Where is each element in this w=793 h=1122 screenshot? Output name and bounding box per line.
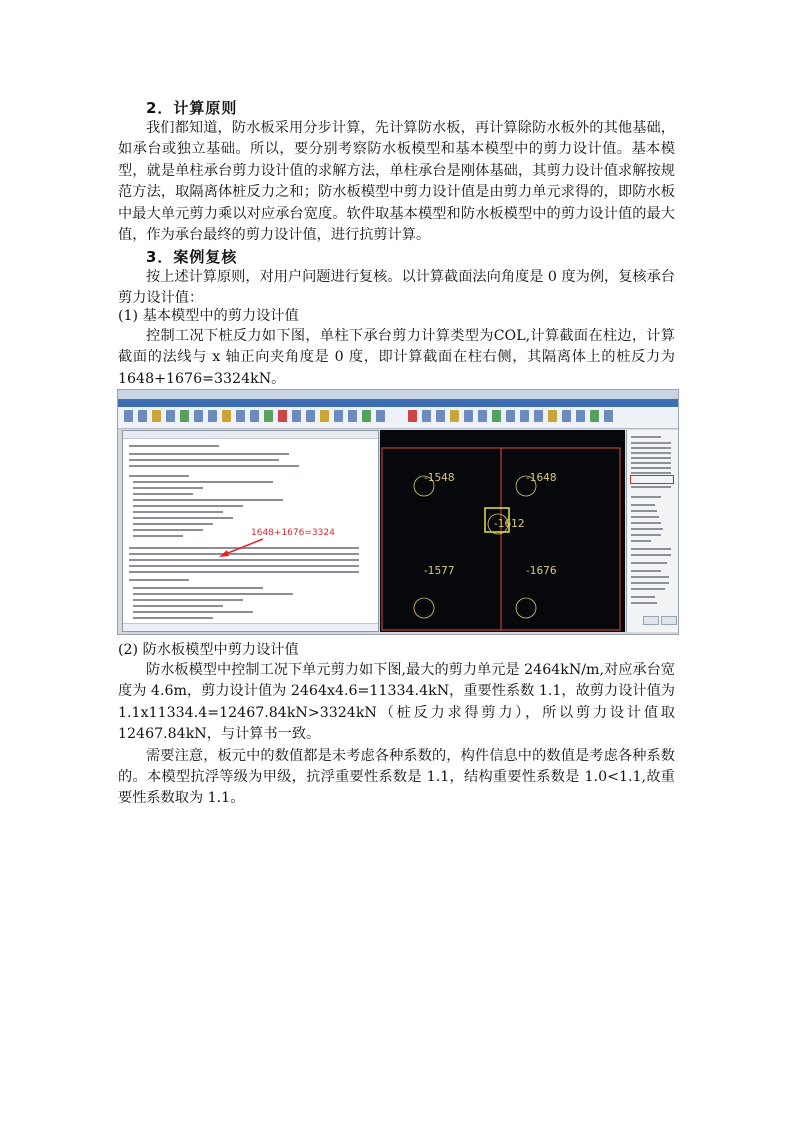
subsection-1-text: 控制工况下桩反力如下图，单柱下承台剪力计算类型为COL,计算截面在柱边，计算截面的法线与 x 轴正向夹角度是 0 度，即计算截面在柱右侧，其隔离体上的桩反力为 1648+1676=3324kN。 — [118, 328, 675, 387]
panel-line — [631, 486, 671, 488]
panel-line — [631, 452, 671, 454]
pile-reaction-label: -1577 — [424, 565, 455, 577]
toolbar-icon — [478, 410, 487, 422]
subsection-2-paragraph — [118, 660, 675, 810]
toolbar-icon — [562, 410, 571, 422]
settings-panel — [626, 430, 679, 632]
toolbar-icon — [604, 410, 613, 422]
subsection-2-heading: (2) 防水板模型中剪力设计值 — [118, 642, 299, 658]
toolbar-icon — [320, 410, 329, 422]
toolbar-icon — [152, 410, 161, 422]
panel-line — [631, 554, 671, 556]
cad-view — [380, 430, 625, 632]
subsection-1-heading: (1) 基本模型中的剪力设计值 — [118, 308, 299, 324]
close-button[interactable] — [661, 616, 677, 625]
panel-line — [631, 570, 661, 572]
panel-line — [631, 562, 667, 564]
toolbar-icon — [236, 410, 245, 422]
panel-line — [631, 596, 655, 598]
toolbar-icon — [534, 410, 543, 422]
panel-line — [631, 548, 671, 550]
panel-line — [631, 472, 671, 474]
subsection-1-paragraph — [118, 326, 675, 390]
panel-line — [631, 582, 669, 584]
section-2-text: 我们都知道，防水板采用分步计算，先计算防水板，再计算除防水板外的其他基础，如承台或独立基础。所以，要分别考察防水板模型和基本模型中的剪力设计值。基本模型，就是单柱承台剪力设计值的求解方法，单柱承台是刚体基础，其剪力设计值求解按规范方法，取隔离体桩反力之和；防水板模型中剪力设计值是由剪力单元求得的，即防水板中最大单元剪力乘以对应承台宽度。软件取基本模型和防水板模型中的剪力设计值的最大值，作为承台最终的剪力设计值，进行抗剪计算。 — [118, 120, 675, 244]
toolbar-icon — [208, 410, 217, 422]
toolbar-icon — [422, 410, 431, 422]
panel-line — [631, 540, 651, 542]
toolbar-icon — [292, 410, 301, 422]
panel-line — [631, 462, 671, 464]
subsection-2-text-2: 需要注意，板元中的数值都是未考虑各种系数的，构件信息中的数值是考虑各种系数的。本模型抗浮等级为甲级，抗浮重要性系数是 1.1，结构重要性系数是 1.0<1.1,故重要性系数取为 1.1。 — [118, 747, 675, 807]
section-3-paragraph — [118, 267, 675, 310]
toolbar-icon — [264, 410, 273, 422]
panel-line — [631, 602, 657, 604]
toolbar-icon — [464, 410, 473, 422]
toolbar-icon — [548, 410, 557, 422]
panel-line — [631, 588, 665, 590]
pile-sum-annotation: 1648+1676=3324 — [251, 528, 335, 538]
toolbar-icon — [194, 410, 203, 422]
toolbar-icon — [278, 410, 287, 422]
panel-line — [631, 516, 659, 518]
ribbon-tab-strip — [118, 399, 678, 407]
toolbar-icon — [492, 410, 501, 422]
toolbar-icon — [450, 410, 459, 422]
pile-reaction-label: -1648 — [526, 472, 557, 484]
toolbar-icon — [250, 410, 259, 422]
calculation-text-window — [122, 430, 379, 632]
toolbar-icon — [222, 410, 231, 422]
selected-condition-highlight — [630, 475, 674, 484]
section-3-heading: 3．案例复核 — [146, 248, 238, 266]
pile-reaction-label: -1676 — [526, 565, 557, 577]
panel-line — [631, 534, 661, 536]
panel-line — [631, 510, 657, 512]
subsection-2-text-1: 防水板模型中控制工况下单元剪力如下图,最大的剪力单元是 2464kN/m,对应承台宽度为 4.6m，剪力设计值为 2464x4.6=11334.4kN，重要性系数 1.1，故剪力设计值为 1.1x11334.4=12467.84kN>3324kN（桩反力求得剪力），所以剪力设计值取 12467.84kN，与计算书一致。 — [118, 662, 675, 743]
panel-line — [631, 436, 661, 438]
toolbar-icon — [306, 410, 315, 422]
toolbar-icon — [138, 410, 147, 422]
app-titlebar — [118, 390, 678, 399]
section-2-heading: 2．计算原则 — [146, 99, 238, 117]
toolbar-icon — [180, 410, 189, 422]
toolbar-icon — [376, 410, 385, 422]
cap-drawing — [380, 430, 625, 632]
toolbar-icon — [576, 410, 585, 422]
toolbar-icon — [124, 410, 133, 422]
section-3-text: 按上述计算原则，对用户问题进行复核。以计算截面法向角度是 0 度为例，复核承台剪力设计值： — [118, 269, 675, 307]
panel-line — [631, 467, 671, 469]
panel-line — [631, 522, 661, 524]
panel-line — [631, 576, 669, 578]
panel-line — [631, 447, 671, 449]
toolbar-icon — [348, 410, 357, 422]
panel-line — [631, 528, 663, 530]
panel-line — [631, 504, 655, 506]
toolbar-icon — [166, 410, 175, 422]
toolbar-icon — [408, 410, 417, 422]
software-screenshot — [117, 389, 679, 635]
pile-reaction-label: -1548 — [424, 472, 455, 484]
toolbar-icon — [506, 410, 515, 422]
section-2-paragraph — [118, 118, 675, 246]
toolbar-icon — [590, 410, 599, 422]
panel-line — [631, 496, 661, 498]
apply-button[interactable] — [643, 616, 659, 625]
pile-reaction-label: -1612 — [494, 518, 525, 530]
panel-line — [631, 457, 671, 459]
toolbar-icon — [334, 410, 343, 422]
toolbar-icon — [362, 410, 371, 422]
toolbar-icon — [520, 410, 529, 422]
panel-line — [631, 442, 671, 444]
toolbar-icon — [436, 410, 445, 422]
